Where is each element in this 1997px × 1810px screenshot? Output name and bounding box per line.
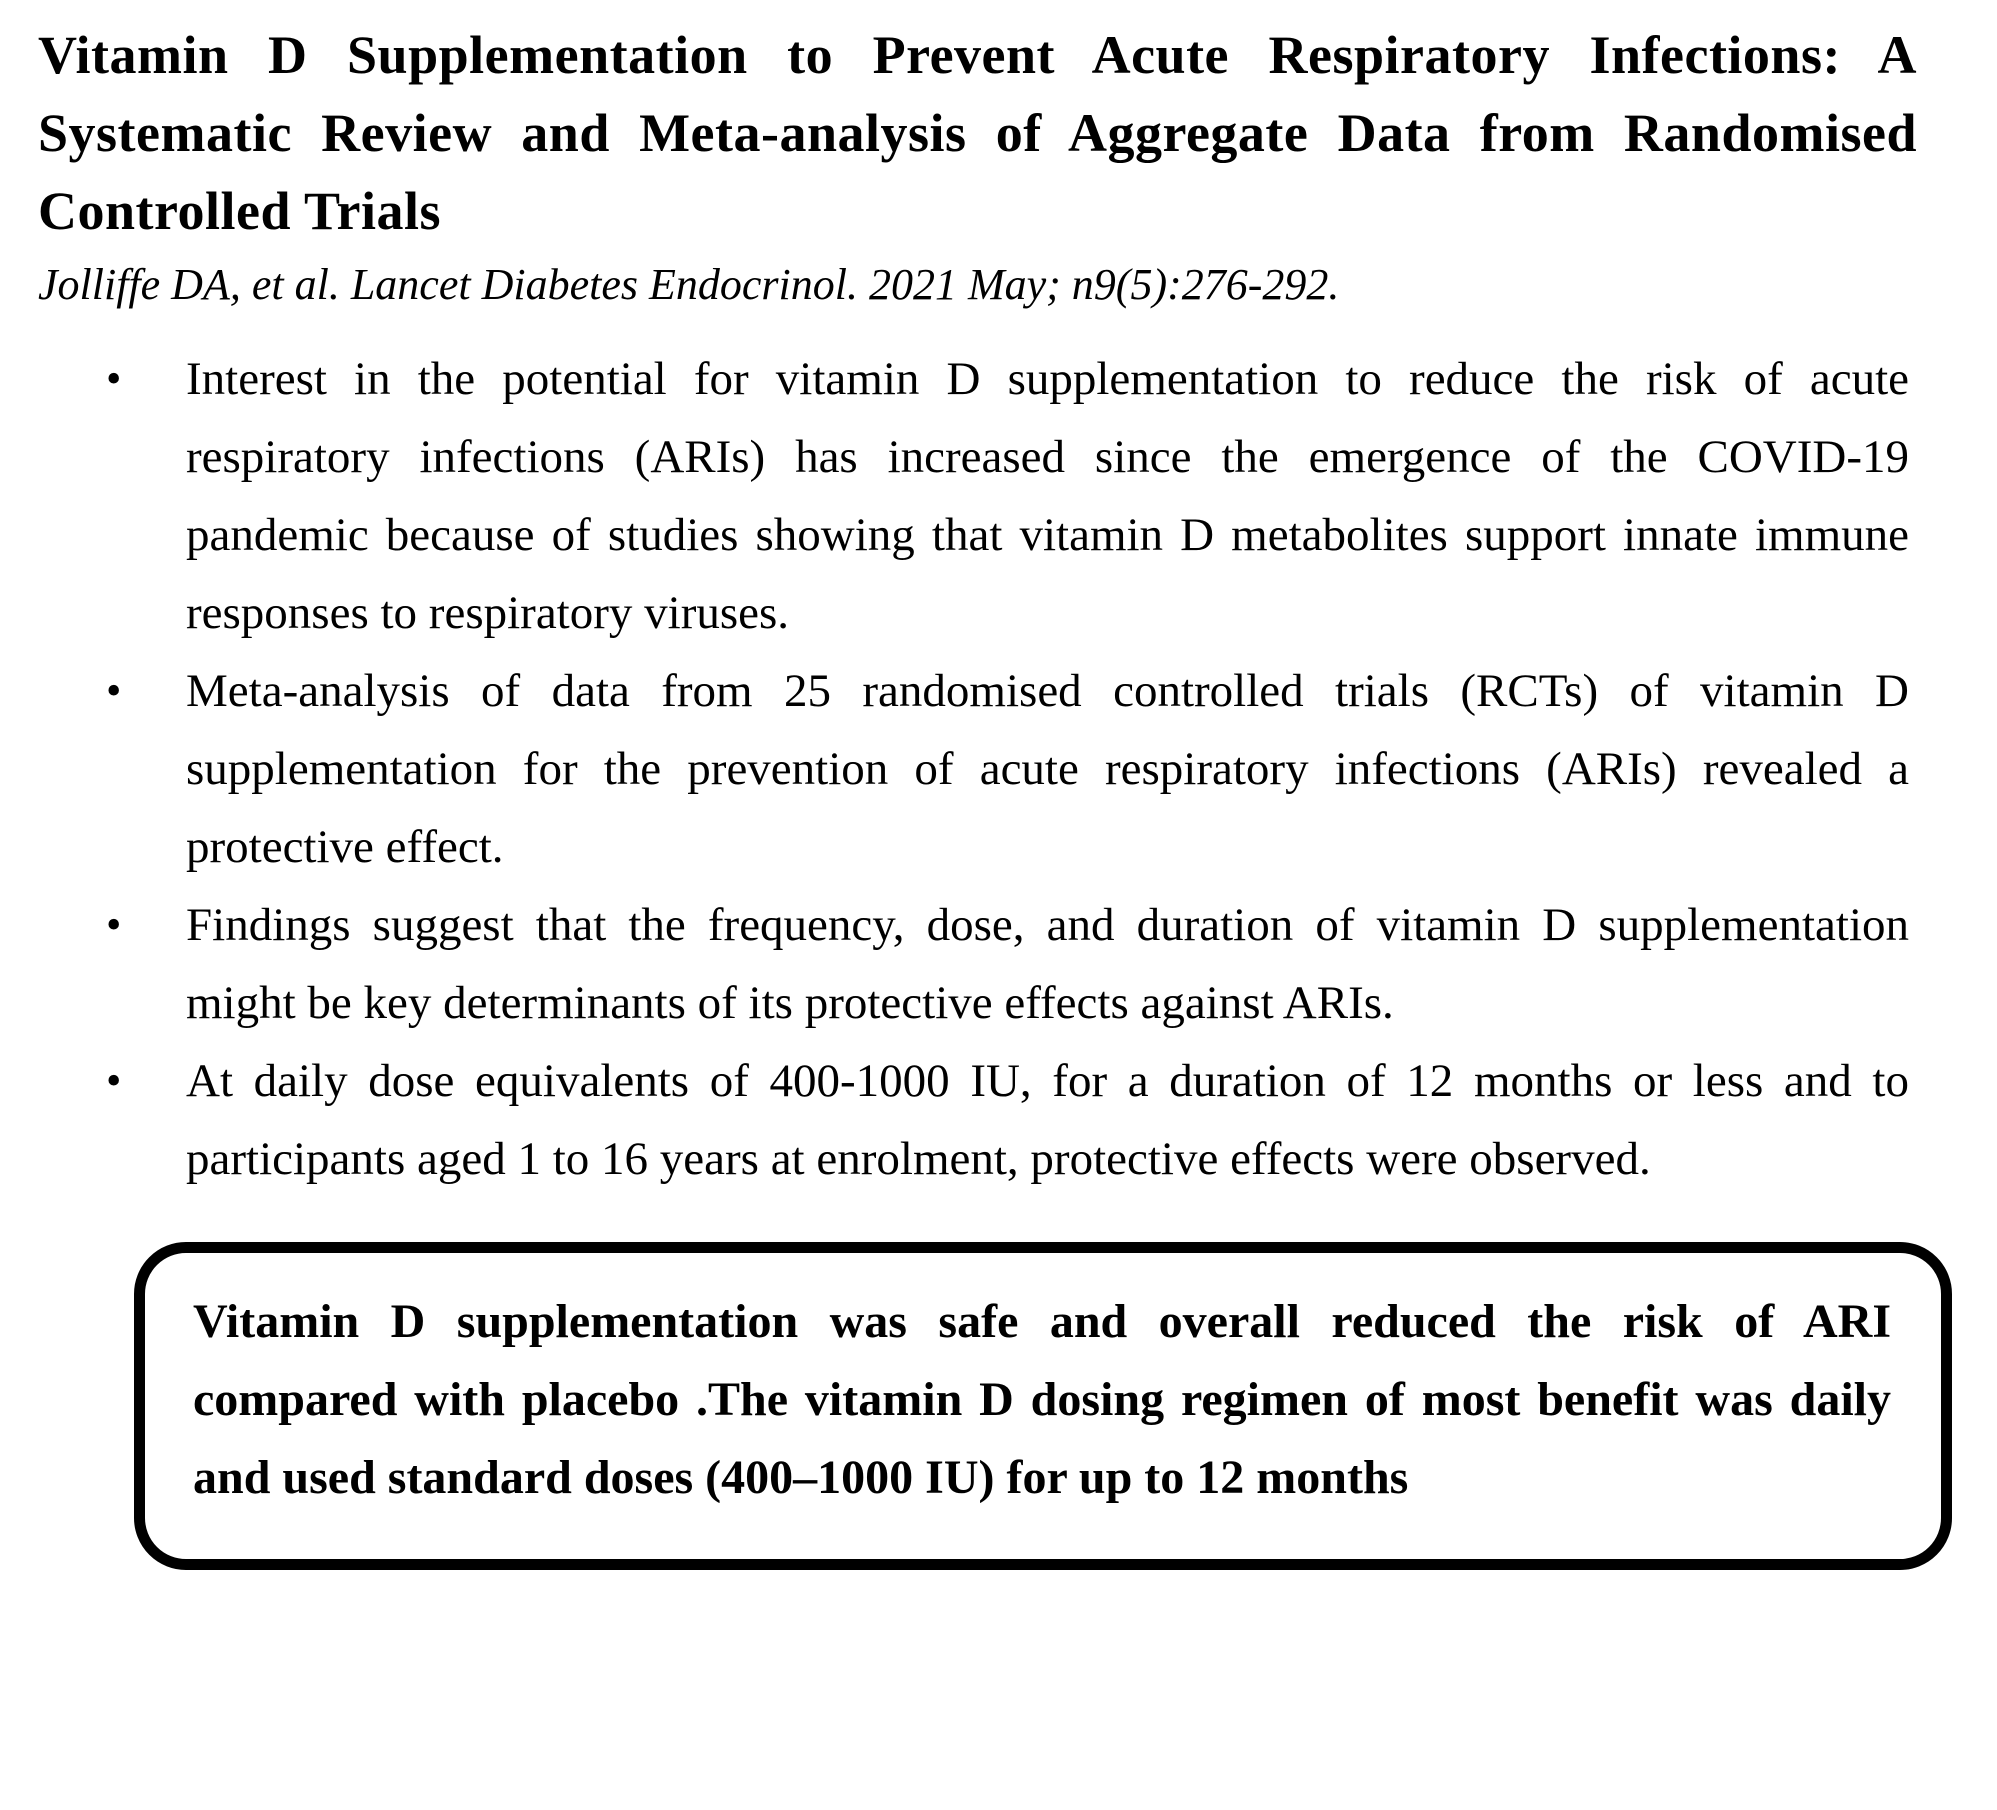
bullet-icon: • [106,354,122,403]
bullet-item [100,652,1909,886]
bullet-icon: • [106,1056,122,1105]
key-points-list [0,340,1997,1198]
bullet-text: Findings suggest that the frequency, dose, and duration of vitamin D supplementation might be key determinants of its protective effects against ARIs. [186,899,1909,1029]
bullet-item [100,1042,1909,1198]
summary-box [134,1242,1952,1570]
bullet-item [100,886,1909,1042]
citation-line: Jolliffe DA, et al. Lancet Diabetes Endocrinol. 2021 May; n9(5):276-292. [38,260,1340,309]
bullet-item [100,340,1909,652]
bullet-text: At daily dose equivalents of 400-1000 IU, for a duration of 12 months or less and to participants aged 1 to 16 years at enrolment, protective effects were observed. [186,1055,1909,1185]
paper-title: Vitamin D Supplementation to Prevent Acute Respiratory Infections: A Systematic Review and Meta-analysis of Aggregate Data from Randomised Controlled Trials [38,25,1917,241]
bullet-text: Meta-analysis of data from 25 randomised controlled trials (RCTs) of vitamin D supplementation for the prevention of acute respiratory infections (ARIs) revealed a protective effect. [186,665,1909,873]
bullet-icon: • [106,666,122,715]
bullet-icon: • [106,900,122,949]
summary-text: Vitamin D supplementation was safe and overall reduced the risk of ARI compared with placebo .The vitamin D dosing regimen of most benefit was daily and used standard doses (400–1000 IU) for up to 12 months [193,1295,1891,1504]
bullet-text: Interest in the potential for vitamin D supplementation to reduce the risk of acute respiratory infections (ARIs) has increased since the emergence of the COVID-19 pandemic because of studies showing that vitamin D metabolites support innate immune responses to respiratory viruses. [186,353,1909,639]
